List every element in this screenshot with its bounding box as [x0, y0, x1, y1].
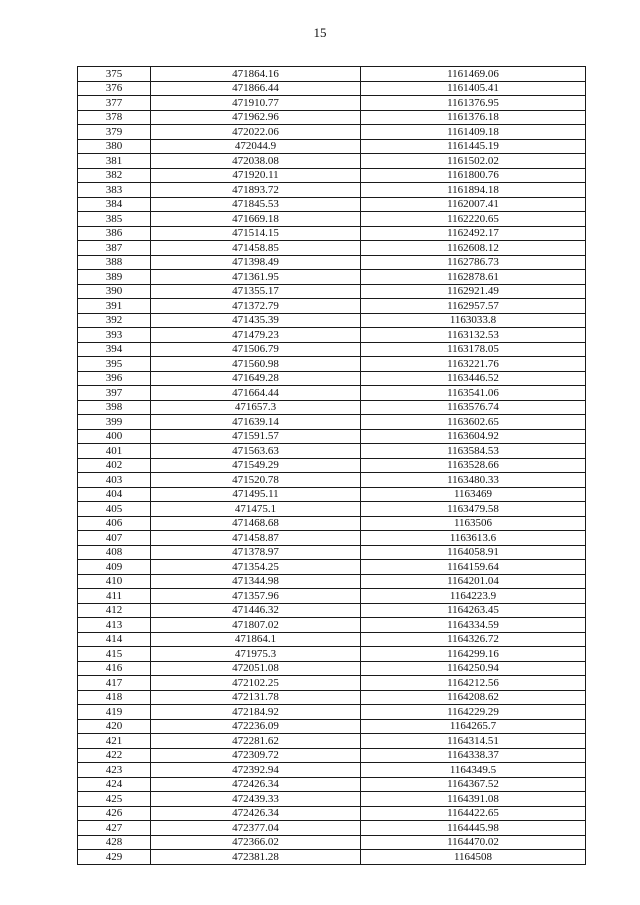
- point-number-cell: 408: [78, 545, 151, 560]
- y-coordinate-cell: 1164208.62: [361, 690, 586, 705]
- point-number-cell: 389: [78, 270, 151, 285]
- table-row: [78, 618, 586, 633]
- point-number-cell: 397: [78, 386, 151, 401]
- table-row: [78, 386, 586, 401]
- y-coordinate-cell: 1162492.17: [361, 226, 586, 241]
- x-coordinate-cell: 472426.34: [151, 806, 361, 821]
- table-row: [78, 81, 586, 96]
- x-coordinate-cell: 471361.95: [151, 270, 361, 285]
- table-row: [78, 603, 586, 618]
- x-coordinate-cell: 471458.85: [151, 241, 361, 256]
- y-coordinate-cell: 1164201.04: [361, 574, 586, 589]
- y-coordinate-cell: 1161894.18: [361, 183, 586, 198]
- x-coordinate-cell: 471920.11: [151, 168, 361, 183]
- y-coordinate-cell: 1163506: [361, 516, 586, 531]
- x-coordinate-cell: 471649.28: [151, 371, 361, 386]
- x-coordinate-cell: 472381.28: [151, 850, 361, 865]
- y-coordinate-cell: 1163446.52: [361, 371, 586, 386]
- point-number-cell: 403: [78, 473, 151, 488]
- y-coordinate-cell: 1162786.73: [361, 255, 586, 270]
- x-coordinate-cell: 472044.9: [151, 139, 361, 154]
- x-coordinate-cell: 471866.44: [151, 81, 361, 96]
- table-row: [78, 96, 586, 111]
- x-coordinate-cell: 471657.3: [151, 400, 361, 415]
- y-coordinate-cell: 1164263.45: [361, 603, 586, 618]
- point-number-cell: 400: [78, 429, 151, 444]
- point-number-cell: 380: [78, 139, 151, 154]
- point-number-cell: 415: [78, 647, 151, 662]
- point-number-cell: 402: [78, 458, 151, 473]
- point-number-cell: 410: [78, 574, 151, 589]
- x-coordinate-cell: 471664.44: [151, 386, 361, 401]
- point-number-cell: 398: [78, 400, 151, 415]
- x-coordinate-cell: 472377.04: [151, 821, 361, 836]
- x-coordinate-cell: 471378.97: [151, 545, 361, 560]
- table-row: [78, 284, 586, 299]
- y-coordinate-cell: 1164445.98: [361, 821, 586, 836]
- x-coordinate-cell: 471975.3: [151, 647, 361, 662]
- y-coordinate-cell: 1164299.16: [361, 647, 586, 662]
- y-coordinate-cell: 1162878.61: [361, 270, 586, 285]
- y-coordinate-cell: 1164367.52: [361, 777, 586, 792]
- table-row: [78, 763, 586, 778]
- table-row: [78, 67, 586, 82]
- point-number-cell: 409: [78, 560, 151, 575]
- x-coordinate-cell: 472051.08: [151, 661, 361, 676]
- table-row: [78, 342, 586, 357]
- table-row: [78, 255, 586, 270]
- point-number-cell: 407: [78, 531, 151, 546]
- point-number-cell: 392: [78, 313, 151, 328]
- x-coordinate-cell: 471506.79: [151, 342, 361, 357]
- y-coordinate-cell: 1163602.65: [361, 415, 586, 430]
- table-row: [78, 415, 586, 430]
- x-coordinate-cell: 471357.96: [151, 589, 361, 604]
- point-number-cell: 386: [78, 226, 151, 241]
- y-coordinate-cell: 1162957.57: [361, 299, 586, 314]
- y-coordinate-cell: 1164058.91: [361, 545, 586, 560]
- coordinates-table: [77, 66, 586, 865]
- table-row: [78, 574, 586, 589]
- point-number-cell: 391: [78, 299, 151, 314]
- point-number-cell: 376: [78, 81, 151, 96]
- page-number: 15: [313, 25, 327, 40]
- x-coordinate-cell: 472184.92: [151, 705, 361, 720]
- point-number-cell: 421: [78, 734, 151, 749]
- x-coordinate-cell: 471893.72: [151, 183, 361, 198]
- point-number-cell: 416: [78, 661, 151, 676]
- y-coordinate-cell: 1164349.5: [361, 763, 586, 778]
- x-coordinate-cell: 471549.29: [151, 458, 361, 473]
- point-number-cell: 411: [78, 589, 151, 604]
- x-coordinate-cell: 471864.1: [151, 632, 361, 647]
- table-row: [78, 676, 586, 691]
- y-coordinate-cell: 1164229.29: [361, 705, 586, 720]
- x-coordinate-cell: 471344.98: [151, 574, 361, 589]
- point-number-cell: 427: [78, 821, 151, 836]
- y-coordinate-cell: 1163528.66: [361, 458, 586, 473]
- y-coordinate-cell: 1164422.65: [361, 806, 586, 821]
- table-row: [78, 226, 586, 241]
- point-number-cell: 396: [78, 371, 151, 386]
- y-coordinate-cell: 1163132.53: [361, 328, 586, 343]
- y-coordinate-cell: 1161502.02: [361, 154, 586, 169]
- table-row: [78, 400, 586, 415]
- y-coordinate-cell: 1164223.9: [361, 589, 586, 604]
- point-number-cell: 378: [78, 110, 151, 125]
- point-number-cell: 428: [78, 835, 151, 850]
- y-coordinate-cell: 1163613.6: [361, 531, 586, 546]
- point-number-cell: 394: [78, 342, 151, 357]
- point-number-cell: 383: [78, 183, 151, 198]
- table-row: [78, 270, 586, 285]
- x-coordinate-cell: 472022.06: [151, 125, 361, 140]
- table-row: [78, 473, 586, 488]
- table-row: [78, 458, 586, 473]
- x-coordinate-cell: 471458.87: [151, 531, 361, 546]
- y-coordinate-cell: 1163178.05: [361, 342, 586, 357]
- point-number-cell: 420: [78, 719, 151, 734]
- y-coordinate-cell: 1161376.95: [361, 96, 586, 111]
- y-coordinate-cell: 1163584.53: [361, 444, 586, 459]
- table-row: [78, 545, 586, 560]
- table-row: [78, 850, 586, 865]
- x-coordinate-cell: 471910.77: [151, 96, 361, 111]
- point-number-cell: 418: [78, 690, 151, 705]
- point-number-cell: 399: [78, 415, 151, 430]
- table-row: [78, 531, 586, 546]
- table-row: [78, 429, 586, 444]
- point-number-cell: 426: [78, 806, 151, 821]
- x-coordinate-cell: 471446.32: [151, 603, 361, 618]
- y-coordinate-cell: 1162007.41: [361, 197, 586, 212]
- table-row: [78, 328, 586, 343]
- x-coordinate-cell: 472131.78: [151, 690, 361, 705]
- y-coordinate-cell: 1163541.06: [361, 386, 586, 401]
- point-number-cell: 393: [78, 328, 151, 343]
- table-row: [78, 241, 586, 256]
- table-row: [78, 835, 586, 850]
- point-number-cell: 390: [78, 284, 151, 299]
- y-coordinate-cell: 1161405.41: [361, 81, 586, 96]
- point-number-cell: 382: [78, 168, 151, 183]
- point-number-cell: 412: [78, 603, 151, 618]
- table-row: [78, 212, 586, 227]
- point-number-cell: 379: [78, 125, 151, 140]
- coordinates-table-body: [78, 67, 586, 865]
- x-coordinate-cell: 471962.96: [151, 110, 361, 125]
- table-row: [78, 168, 586, 183]
- x-coordinate-cell: 471591.57: [151, 429, 361, 444]
- x-coordinate-cell: 471479.23: [151, 328, 361, 343]
- y-coordinate-cell: 1161376.18: [361, 110, 586, 125]
- point-number-cell: 422: [78, 748, 151, 763]
- x-coordinate-cell: 472309.72: [151, 748, 361, 763]
- point-number-cell: 388: [78, 255, 151, 270]
- table-row: [78, 560, 586, 575]
- point-number-cell: 425: [78, 792, 151, 807]
- x-coordinate-cell: 471560.98: [151, 357, 361, 372]
- point-number-cell: 404: [78, 487, 151, 502]
- point-number-cell: 413: [78, 618, 151, 633]
- point-number-cell: 401: [78, 444, 151, 459]
- y-coordinate-cell: 1164326.72: [361, 632, 586, 647]
- x-coordinate-cell: 471639.14: [151, 415, 361, 430]
- x-coordinate-cell: 471845.53: [151, 197, 361, 212]
- x-coordinate-cell: 472366.02: [151, 835, 361, 850]
- table-row: [78, 357, 586, 372]
- x-coordinate-cell: 472439.33: [151, 792, 361, 807]
- table-row: [78, 139, 586, 154]
- table-row: [78, 792, 586, 807]
- table-row: [78, 821, 586, 836]
- x-coordinate-cell: 471495.11: [151, 487, 361, 502]
- x-coordinate-cell: 471669.18: [151, 212, 361, 227]
- y-coordinate-cell: 1162608.12: [361, 241, 586, 256]
- table-row: [78, 197, 586, 212]
- x-coordinate-cell: 472281.62: [151, 734, 361, 749]
- point-number-cell: 381: [78, 154, 151, 169]
- table-row: [78, 154, 586, 169]
- point-number-cell: 417: [78, 676, 151, 691]
- y-coordinate-cell: 1163221.76: [361, 357, 586, 372]
- y-coordinate-cell: 1164212.56: [361, 676, 586, 691]
- y-coordinate-cell: 1164159.64: [361, 560, 586, 575]
- point-number-cell: 387: [78, 241, 151, 256]
- y-coordinate-cell: 1164470.02: [361, 835, 586, 850]
- table-row: [78, 647, 586, 662]
- y-coordinate-cell: 1163480.33: [361, 473, 586, 488]
- point-number-cell: 384: [78, 197, 151, 212]
- y-coordinate-cell: 1164338.37: [361, 748, 586, 763]
- point-number-cell: 424: [78, 777, 151, 792]
- point-number-cell: 375: [78, 67, 151, 82]
- y-coordinate-cell: 1161409.18: [361, 125, 586, 140]
- x-coordinate-cell: 472102.25: [151, 676, 361, 691]
- point-number-cell: 395: [78, 357, 151, 372]
- table-row: [78, 110, 586, 125]
- y-coordinate-cell: 1163604.92: [361, 429, 586, 444]
- x-coordinate-cell: 472236.09: [151, 719, 361, 734]
- table-row: [78, 661, 586, 676]
- table-row: [78, 502, 586, 517]
- table-row: [78, 487, 586, 502]
- y-coordinate-cell: 1164391.08: [361, 792, 586, 807]
- table-row: [78, 632, 586, 647]
- table-row: [78, 313, 586, 328]
- table-row: [78, 444, 586, 459]
- table-row: [78, 734, 586, 749]
- x-coordinate-cell: 472038.08: [151, 154, 361, 169]
- table-row: [78, 125, 586, 140]
- table-row: [78, 516, 586, 531]
- table-row: [78, 589, 586, 604]
- x-coordinate-cell: 471475.1: [151, 502, 361, 517]
- x-coordinate-cell: 471398.49: [151, 255, 361, 270]
- y-coordinate-cell: 1161469.06: [361, 67, 586, 82]
- y-coordinate-cell: 1162220.65: [361, 212, 586, 227]
- y-coordinate-cell: 1164265.7: [361, 719, 586, 734]
- x-coordinate-cell: 471520.78: [151, 473, 361, 488]
- point-number-cell: 377: [78, 96, 151, 111]
- x-coordinate-cell: 471354.25: [151, 560, 361, 575]
- y-coordinate-cell: 1164314.51: [361, 734, 586, 749]
- x-coordinate-cell: 471807.02: [151, 618, 361, 633]
- point-number-cell: 406: [78, 516, 151, 531]
- y-coordinate-cell: 1161445.19: [361, 139, 586, 154]
- table-row: [78, 183, 586, 198]
- point-number-cell: 385: [78, 212, 151, 227]
- point-number-cell: 414: [78, 632, 151, 647]
- x-coordinate-cell: 471563.63: [151, 444, 361, 459]
- table-row: [78, 371, 586, 386]
- table-row: [78, 806, 586, 821]
- table-row: [78, 719, 586, 734]
- x-coordinate-cell: 471864.16: [151, 67, 361, 82]
- x-coordinate-cell: 472426.34: [151, 777, 361, 792]
- y-coordinate-cell: 1164334.59: [361, 618, 586, 633]
- x-coordinate-cell: 471355.17: [151, 284, 361, 299]
- y-coordinate-cell: 1163479.58: [361, 502, 586, 517]
- y-coordinate-cell: 1163469: [361, 487, 586, 502]
- point-number-cell: 405: [78, 502, 151, 517]
- point-number-cell: 419: [78, 705, 151, 720]
- x-coordinate-cell: 471372.79: [151, 299, 361, 314]
- point-number-cell: 423: [78, 763, 151, 778]
- x-coordinate-cell: 471514.15: [151, 226, 361, 241]
- y-coordinate-cell: 1162921.49: [361, 284, 586, 299]
- x-coordinate-cell: 471435.39: [151, 313, 361, 328]
- point-number-cell: 429: [78, 850, 151, 865]
- table-row: [78, 705, 586, 720]
- y-coordinate-cell: 1164250.94: [361, 661, 586, 676]
- y-coordinate-cell: 1164508: [361, 850, 586, 865]
- table-row: [78, 777, 586, 792]
- y-coordinate-cell: 1161800.76: [361, 168, 586, 183]
- table-row: [78, 299, 586, 314]
- table-row: [78, 748, 586, 763]
- x-coordinate-cell: 471468.68: [151, 516, 361, 531]
- x-coordinate-cell: 472392.94: [151, 763, 361, 778]
- y-coordinate-cell: 1163576.74: [361, 400, 586, 415]
- y-coordinate-cell: 1163033.8: [361, 313, 586, 328]
- table-row: [78, 690, 586, 705]
